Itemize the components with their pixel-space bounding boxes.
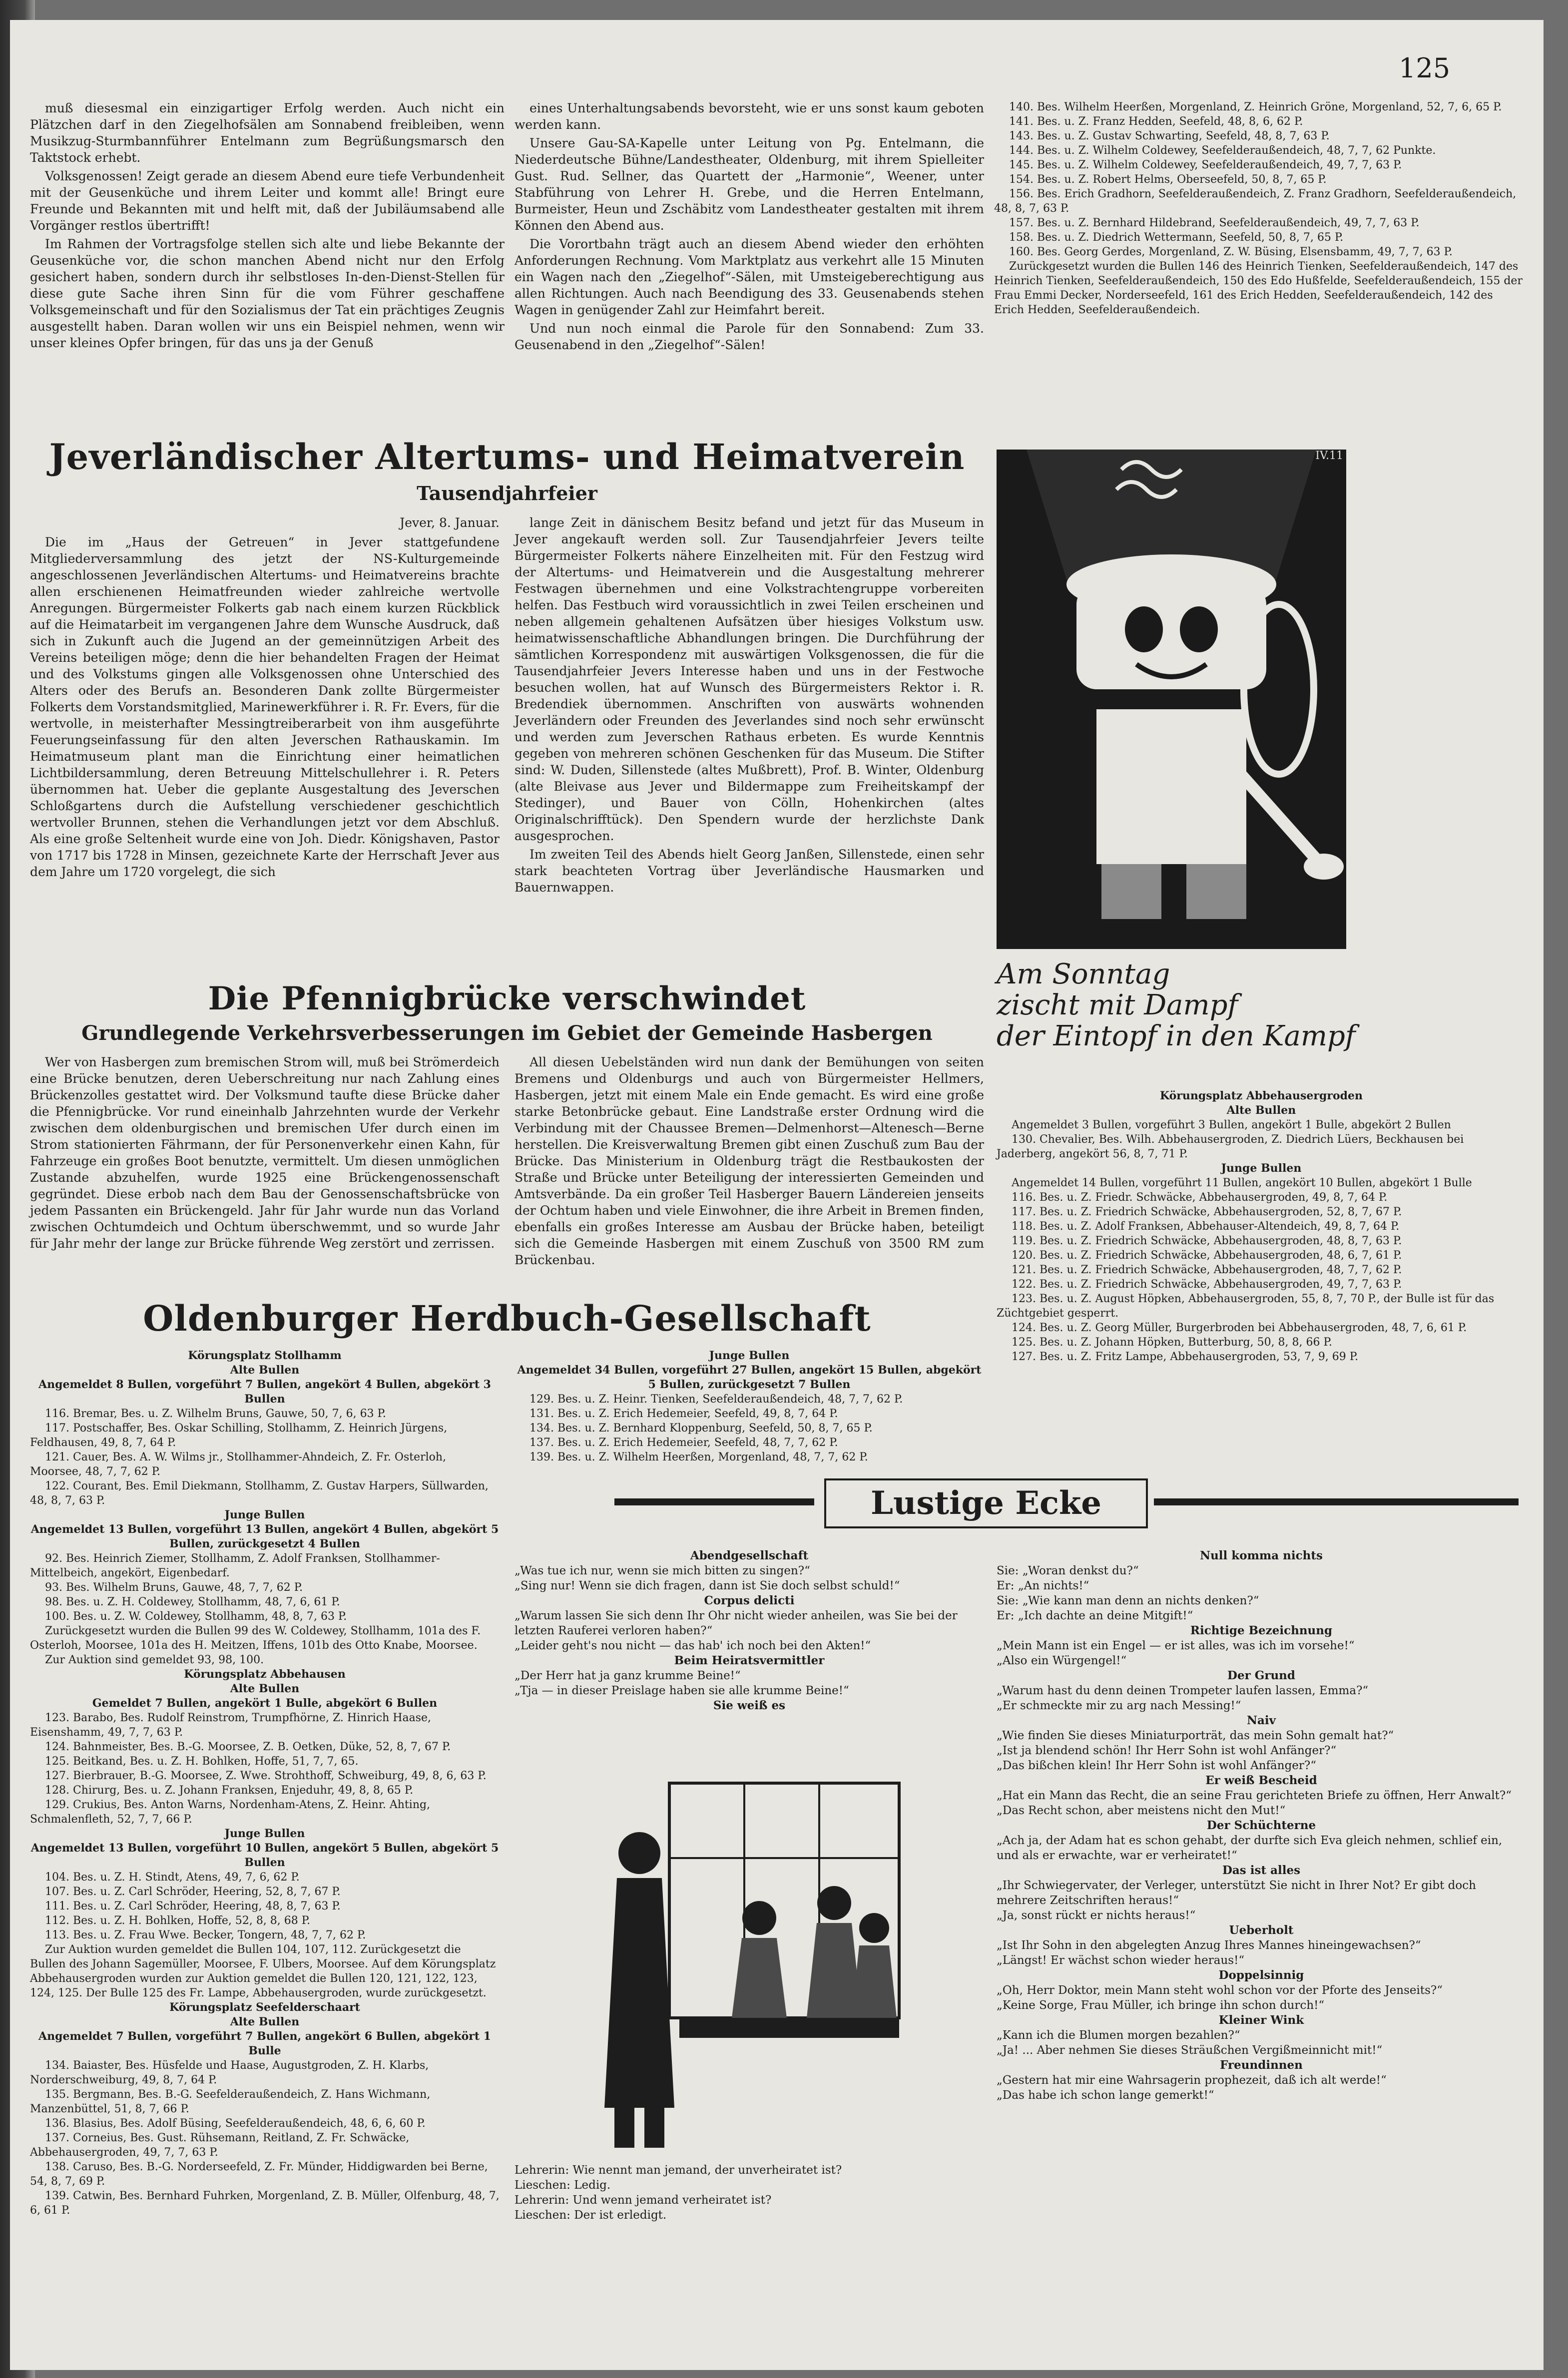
cook-with-pot-drawing	[997, 450, 1346, 949]
joke-line: „Sing nur! Wenn sie dich fragen, dann ist Sie doch selbst schuld!“	[515, 1579, 900, 1592]
joke-line: „Das bißchen klein! Ihr Herr Sohn ist wohl Anfänger?“	[997, 1759, 1317, 1772]
caption-line: Lieschen: Ledig.	[515, 2179, 611, 2192]
bull-entry: 125. Beitkand, Bes. u. Z. H. Bohlken, Hoffe, 51, 7, 7, 65.	[45, 1755, 359, 1768]
joke-line: „Ihr Schwiegervater, der Verleger, unterstützt Sie nicht in Ihrer Not? Er gibt doch mehrere Zeitschriften heraus!“	[997, 1879, 1476, 1907]
jokes-right-column	[997, 1548, 1526, 2103]
joke-title: Freundinnen	[1220, 2058, 1303, 2072]
joke-title: Beim Heiratsvermittler	[674, 1654, 825, 1667]
joke-line: „Das Recht schon, aber meistens nicht den Mut!“	[997, 1804, 1286, 1817]
classroom-illustration	[594, 1778, 904, 2153]
section-heading: Alte Bullen	[230, 1682, 300, 1695]
teacher-pupils-drawing	[594, 1778, 904, 2153]
bull-entry: 131. Bes. u. Z. Erich Hedemeier, Seefeld, 49, 8, 7, 64 P.	[529, 1408, 838, 1420]
bull-entry: 127. Bes. u. Z. Fritz Lampe, Abbehausergroden, 53, 7, 9, 69 P.	[1012, 1351, 1359, 1363]
joke-line: Er: „Ich dachte an deine Mitgift!“	[997, 1609, 1193, 1622]
paragraph: Wer von Hasbergen zum bremischen Strom will, muß bei Strömerdeich eine Brücke benutzen, deren Ueberschreitung nur nach Zahlung eines Brückenzolles gestattet wird. Der Volksmund taufte diese Brücke daher die Pfennigbrücke. Vor rund eineinhalb Jahrzehnten wurde der Verkehr zwischen dem oldenburgischen und bremischen Ufer durch einen im Strom stationierten Fährmann, der für Personenverkehr einen Kahn, für Fahrzeuge ein großes Boot benutzte, vermittelt. Um diesen unmöglichen Zustande abzuhelfen, wurde 1925 eine Brückengenossenschaft gegründet. Diese erbob nach dem Bau der Genossenschaftsbrücke von jedem Passanten ein Brückengeld. Jahr für Jahr wurde nun das Vorland zwischen Ochtumdeich und Ochtum überschwemmt, und so wurde Jahr für Jahr mehr der lange zur Brücke führende Weg zerstört und zerrissen.	[30, 1055, 500, 1251]
bull-entry: 129. Bes. u. Z. Heinr. Tienken, Seefelderaußendeich, 48, 7, 7, 62 P.	[529, 1393, 903, 1406]
joke-line: „Warum hast du denn deinen Trompeter laufen lassen, Emma?“	[997, 1684, 1369, 1697]
headline-herdbuch: Oldenburger Herdbuch-Gesellschaft	[143, 1298, 871, 1339]
cartoon-caption	[997, 959, 1446, 1052]
bull-entry: 158. Bes. u. Z. Diedrich Wettermann, Seefeld, 50, 8, 7, 65 P.	[1009, 231, 1344, 244]
section-heading: Gemeldet 7 Bullen, angekört 1 Bulle, abgekört 6 Bullen	[92, 1697, 438, 1710]
bull-entry: 120. Bes. u. Z. Friedrich Schwäcke, Abbehausergroden, 48, 6, 7, 61 P.	[1012, 1249, 1402, 1262]
section-heading: Angemeldet 8 Bullen, vorgeführt 7 Bullen, angekört 4 Bullen, abgekört 3 Bullen	[38, 1378, 491, 1406]
joke-line: „Gestern hat mir eine Wahrsagerin prophezeit, daß ich alt werde!“	[997, 2074, 1387, 2087]
bull-entry: 121. Cauer, Bes. A. W. Wilms jr., Stollhammer-Ahndeich, Z. Fr. Osterloh, Moorsee, 48, 7, 7, 62 P.	[30, 1451, 447, 1478]
section-heading: Angemeldet 13 Bullen, vorgeführt 13 Bullen, angekört 4 Bullen, abgekört 5 Bullen, zurückgesetzt 4 Bullen	[30, 1523, 499, 1550]
bull-entry: 123. Bes. u. Z. August Höpken, Abbehausergroden, 55, 8, 7, 70 P., der Bulle ist für das Züchtgebiet gesperrt.	[997, 1293, 1495, 1320]
bull-entry: 144. Bes. u. Z. Wilhelm Coldewey, Seefelderaußendeich, 48, 7, 7, 62 Punkte.	[1009, 144, 1436, 157]
paragraph: lange Zeit in dänischem Besitz befand und jetzt für das Museum in Jever angekauft werden soll. Zur Tausendjahrfeier Jevers teilte Bürgermeister Folkerts nähere Einzelheiten mit. Für den Festzug wird der Altertums- und Heimatverein und die Ausgestaltung mehrerer Festwagen übernehmen und eine Volkstrachtengruppe vorbereiten helfen. Das Festbuch wird voraussichtlich in zwei Teilen erscheinen und neben allgemein gehaltenen Aufsätzen über hiesiges Volkstum usw. heimatwissenschaftliche Abhandlungen bringen. Die Durchführung der sämtlichen Korrespondenz mit auswärtigen Volksgenossen, die für die Tausendjahrfeier Jevers Interesse haben und uns in der Festwoche besuchen wollen, hat auf Wunsch des Bürgermeisters Rektor i. R. Bredendiek übernommen. Anschriften von auswärts wohnenden Jeverländern oder Freunden des Jeverlandes sind noch sehr erwünscht und werden zum Jeverschen Rathaus erbeten. Es wurde Kenntnis gegeben von mehreren schönen Geschenken für das Museum. Die Stifter sind: W. Duden, Sillenstede (altes Mußbrett), Prof. B. Winter, Oldenburg (alte Bleivase aus Jever und Bildermappe zum Freiheitskampf der Stedinger), und Bauer von Cölln, Hohenkirchen (altes Originalschrifftück). Den Spendern wurde der herzlichste Dank ausgesprochen.	[515, 515, 984, 843]
paragraph: muß diesesmal ein einzigartiger Erfolg werden. Auch nicht ein Plätzchen darf in den Ziegelhofsälen am Sonnabend freibleiben, wenn Musikzug-Sturmbannführer Entelmann zum Begrüßungsmarsch den Taktstock erhebt.	[30, 101, 505, 165]
joke-line: „Keine Sorge, Frau Müller, ich bringe ihn schon durch!“	[997, 1999, 1325, 2012]
joke-line: „Leider geht's nou nicht — das hab' ich noch bei den Akten!“	[515, 1639, 871, 1652]
caption-line-2: zischt mit Dampf	[997, 989, 1238, 1021]
joke-line: „Hat ein Mann das Recht, die an seine Frau gerichteten Briefe zu öffnen, Herr Anwalt?“	[997, 1789, 1512, 1802]
bull-entry: Zur Auktion wurden gemeldet die Bullen 104, 107, 112. Zurückgesetzt die Bullen des Johann Sagemüller, Moorsee, F. Ulbers, Moorsee. Auf dem Körungsplatz Abbehausergroden wurden zur Auktion gemeldet die Bullen 120, 121, 122, 123, 124, 125. Der Bulle 125 des Fr. Lampe, Abbehausergroden, wurde zurückgesetzt.	[30, 1943, 496, 1999]
koerungsplatz-abbehausergroden	[997, 1089, 1526, 1364]
paragraph: Die Vorortbahn trägt auch an diesem Abend wieder den erhöhten Anforderungen Rechnung. Vom Marktplatz aus verkehrt alle 15 Minuten ein Wagen nach den „Ziegelhof“-Sälen, mit Umsteigeberechtigung aus allen Richtungen. Auch nach Beendigung des 33. Geusenabends stehen Wagen in genügender Zahl zur Heimfahrt bereit.	[515, 237, 984, 317]
cartoon-illustration	[997, 450, 1346, 949]
bull-list-continuation	[994, 100, 1524, 317]
joke-line: „Ach ja, der Adam hat es schon gehabt, der durfte sich Eva gleich nehmen, schlief ein, und als er erwachte, war er verheiratet!“	[997, 1834, 1503, 1862]
bull-entry: 130. Chevalier, Bes. Wilh. Abbehausergroden, Z. Diedrich Lüers, Beckhausen bei Jaderberg, angekört 56, 8, 7, 71 P.	[997, 1133, 1464, 1160]
joke-title: Naiv	[1246, 1714, 1276, 1727]
joke-line: „Längst! Er wächst schon wieder heraus!“	[997, 1954, 1245, 1967]
bull-entry: 112. Bes. u. Z. H. Bohlken, Hoffe, 52, 8, 8, 68 P.	[45, 1914, 311, 1927]
paragraph: All diesen Uebelständen wird nun dank der Bemühungen von seiten Bremens und Oldenburgs und auch von Bürgermeister Hellmers, Hasbergen, jetzt mit einem Male ein Ende gemacht. Es wird eine große starke Betonbrücke gebaut. Eine Landstraße erster Ordnung wird die Verbindung mit der Chaussee Bremen—Delmenhorst—Altenesch—Berne herstellen. Die Kreisverwaltung Bremen gibt einen Zuschuß zum Bau der Brücke. Das Ministerium in Oldenburg trägt die Restbaukosten der Straße und Brücke unter Beteiligung der interessierten Gemeinden und Amtsverbände. Da ein großer Teil Hasberger Bauern Ländereien jenseits der Ochtum haben und viele Einwohner, die ihre Arbeit in Bremen finden, ebenfalls ein großes Interesse am Ausbau der Brücke haben, beteiligt sich die Gemeinde Hasbergen mit einem Zuschuß von 3500 RM zum Brückenbau.	[515, 1055, 984, 1267]
bull-entry: Zurückgesetzt wurden die Bullen 99 des W. Coldewey, Stollhamm, 101a des F. Osterloh, Moorsee, 101a des H. Meitzen, Iffens, 101b des Otto Knabe, Moorsee.	[30, 1625, 481, 1652]
koer-title: Körungsplatz Abbehausergroden	[1159, 1089, 1363, 1102]
subheadline-pfennigbruecke: Grundlegende Verkehrsverbesserungen im Gebiet der Gemeinde Hasbergen	[81, 1021, 933, 1045]
subheadline-jever: Tausendjahrfeier	[417, 482, 597, 504]
paragraph: Die im „Haus der Getreuen“ in Jever stattgefundene Mitgliederversammlung des jetzt der NS-Kulturgemeinde angeschlossenen Jeverländischen Altertums- und Heimatvereins brachte allen erschienenen Heimatfreunden wieder zahlreiche wertvolle Anregungen. Bürgermeister Folkerts gab nach einem kurzen Rückblick auf die Heimatarbeit im vergangenen Jahre dem Wunsche Ausdruck, daß sich in Zukunft auch die Jugend an der gemeinnützigen Arbeit des Vereins beteiligen möge; denn die hier behandelten Fragen der Heimat und des Volkstums gingen alle Volksgenossen ohne Unterschied des Alters oder des Berufs an. Besonderen Dank zollte Bürgermeister Folkerts dem Vorstandsmitglied, Marinewerkführer i. R. Fr. Evers, für die wertvolle, in meisterhafter Messingtreiberarbeit von ihm ausgeführte Feuerungseinfassung für den alten Jeverschen Rathauskamin. Im Heimatmuseum plant man die Einrichtung einer heimatlichen Lichtbildersammlung, deren Betreuung Mittelschullehrer i. R. Peters übernommen hat. Ueber die geplante Ausgestaltung des Jeverschen Schloßgartens durch die Aufstellung verschiedener geschichtlich wertvoller Brunnen, stehen die Verhandlungen jetzt vor dem Abschluß. Als eine große Seltenheit wurde eine von Joh. Diedr. Königshaven, Pastor von 1717 bis 1728 in Minsen, gezeichnete Karte der Herrschaft Jever aus dem Jahre um 1720 vorgelegt, die sich	[30, 535, 500, 879]
bull-entry: 145. Bes. u. Z. Wilhelm Coldewey, Seefelderaußendeich, 49, 7, 7, 63 P.	[1009, 159, 1402, 171]
bull-entry: 122. Courant, Bes. Emil Diekmann, Stollhamm, Z. Gustav Harpers, Süllwarden, 48, 8, 7, 63 P.	[30, 1480, 489, 1507]
page-number: 125	[1399, 52, 1451, 84]
article-continuation-col2	[515, 100, 984, 355]
joke-line: „Was tue ich nur, wenn sie mich bitten zu singen?“	[515, 1564, 810, 1577]
section-heading: Junge Bullen	[224, 1827, 305, 1840]
paragraph: eines Unterhaltungsabends bevorsteht, wie er uns sonst kaum geboten werden kann.	[515, 101, 984, 132]
bull-entry: 134. Bes. u. Z. Bernhard Kloppenburg, Seefeld, 50, 8, 7, 65 P.	[529, 1422, 873, 1434]
figure-caption	[515, 2163, 984, 2223]
section-heading: Körungsplatz Seefelderschaart	[169, 2001, 360, 2014]
bull-entry: 113. Bes. u. Z. Frau Wwe. Becker, Tongern, 48, 7, 7, 62 P.	[45, 1929, 366, 1941]
bull-entry: 111. Bes. u. Z. Carl Schröder, Heering, 48, 8, 7, 63 P.	[45, 1900, 341, 1912]
bull-entry: 92. Bes. Heinrich Ziemer, Stollhamm, Z. Adolf Franksen, Stollhammer-Mittelbeich, angekört, Eigenbedarf.	[30, 1552, 440, 1579]
joke-title: Corpus delicti	[704, 1594, 795, 1607]
joke-line: Er: „An nichts!“	[997, 1579, 1089, 1592]
paragraph: Im Rahmen der Vortragsfolge stellen sich alte und liebe Bekannte der Geusenküche vor, die schon manchen Abend nicht nur den Erfolg gesichert haben, sondern durch ihr selbstloses In-den-Dienst-Stellen für diese gute Sache ihren Sinn für die vom Führer geschaffene Volksgemeinschaft und für den Sozialismus der Tat ein prächtiges Zeugnis ausgestellt haben. Daran wollen wir uns ein Beispiel nehmen, wenn wir unser kleines Opfer bringen, für das uns ja der Genuß	[30, 237, 505, 350]
bull-entry: 107. Bes. u. Z. Carl Schröder, Heering, 52, 8, 7, 67 P.	[45, 1886, 341, 1898]
joke-line: „Warum lassen Sie sich denn Ihr Ohr nicht wieder anheilen, was Sie bei der letzten Rauferei verloren haben?“	[515, 1609, 958, 1637]
koer-summary1: Angemeldet 3 Bullen, vorgeführt 3 Bullen, angekört 1 Bulle, abgekört 2 Bullen	[1012, 1119, 1451, 1131]
caption-line: Lieschen: Der ist erledigt.	[515, 2209, 667, 2222]
bull-entry: 104. Bes. u. Z. H. Stindt, Atens, 49, 7, 6, 62 P.	[45, 1871, 300, 1884]
bull-entry: 134. Baiaster, Bes. Hüsfelde und Haase, Augustgroden, Z. H. Klarbs, Norderschweiburg, 49, 8, 7, 64 P.	[30, 2059, 429, 2086]
bull-entry: 154. Bes. u. Z. Robert Helms, Oberseefeld, 50, 8, 7, 65 P.	[1009, 173, 1327, 186]
joke-title: Doppelsinnig	[1218, 1968, 1304, 1982]
jokes-left-column	[515, 1548, 984, 1713]
section-heading: Junge Bullen	[224, 1508, 305, 1521]
section-heading: Junge Bullen	[709, 1349, 790, 1362]
paragraph: Volksgenossen! Zeigt gerade an diesem Abend eure tiefe Verbundenheit mit der Geusenküche und ihrem Leiter und kommt alle! Bringt eure Freunde und Bekannten mit und helft mit, daß der Jubiläumsabend alle Vorgänger restlos übertrifft!	[30, 169, 505, 233]
joke-title: Abendgesellschaft	[690, 1549, 809, 1562]
section-heading: Körungsplatz Abbehausen	[184, 1668, 346, 1681]
bull-entry: 117. Postschaffer, Bes. Oskar Schilling, Stollhamm, Z. Heinrich Jürgens, Feldhausen, 49, 8, 7, 64 P.	[30, 1422, 448, 1449]
joke-line: „Ja! ... Aber nehmen Sie dieses Sträußchen Vergißmeinnicht mit!“	[997, 2044, 1383, 2057]
section-heading: Alte Bullen	[230, 1364, 300, 1377]
paragraph: Unsere Gau-SA-Kapelle unter Leitung von Pg. Entelmann, die Niederdeutsche Bühne/Landestheater, Oldenburg, mit ihrem Spielleiter Gust. Rud. Sellner, das Quartett der „Harmonie“, Weener, unter Stabführung von Lehrer H. Grebe, und die Herren Entelmann, Burmeister, Heun und Zschäbitz vom Landestheater gestalten mit ihrem Können den Abend aus.	[515, 136, 984, 233]
joke-line: „Oh, Herr Doktor, mein Mann steht wohl schon vor der Pforte des Jenseits?“	[997, 1984, 1443, 1997]
pfennig-col2	[515, 1054, 984, 1270]
bull-entry: 139. Bes. u. Z. Wilhelm Heerßen, Morgenland, 48, 7, 7, 62 P.	[529, 1451, 868, 1463]
joke-title: Der Grund	[1227, 1669, 1295, 1682]
bull-entry: 127. Bierbrauer, B.-G. Moorsee, Z. Wwe. Strohthoff, Schweiburg, 49, 8, 6, 63 P.	[45, 1770, 487, 1782]
bull-entry: Zur Auktion sind gemeldet 93, 98, 100.	[45, 1654, 264, 1666]
joke-line: „Ist Ihr Sohn in den abgelegten Anzug Ihres Mannes hineingewachsen?“	[997, 1939, 1421, 1952]
joke-line: „Also ein Würgengel!“	[997, 1654, 1127, 1667]
caption-line-1: Am Sonntag	[997, 958, 1170, 990]
bull-entry: 124. Bahnmeister, Bes. B.-G. Moorsee, Z. B. Oetken, Düke, 52, 8, 7, 67 P.	[45, 1741, 451, 1753]
bull-entry: 156. Bes. Erich Gradhorn, Seefelderaußendeich, Z. Franz Gradhorn, Seefelderaußendeich, 48, 8, 7, 63 P.	[994, 188, 1517, 215]
joke-title: Sie weiß es	[713, 1699, 786, 1712]
joke-line: Sie: „Woran denkst du?“	[997, 1564, 1139, 1577]
bull-entry: 157. Bes. u. Z. Bernhard Hildebrand, Seefelderaußendeich, 49, 7, 7, 63 P.	[1009, 217, 1420, 229]
bull-entry: 160. Bes. Georg Gerdes, Morgenland, Z. W. Büsing, Elsensbamm, 49, 7, 7, 63 P.	[1009, 246, 1453, 258]
bull-entry: 139. Catwin, Bes. Bernhard Fuhrken, Morgenland, Z. B. Müller, Olfenburg, 48, 7, 6, 61 P.	[30, 2190, 500, 2217]
joke-line: „Tja — in dieser Preislage haben sie alle krumme Beine!“	[515, 1684, 849, 1697]
bull-entry: 129. Crukius, Bes. Anton Warns, Nordenham-Atens, Z. Heinr. Ahting, Schmalenfleth, 52, 7, 7, 66 P.	[30, 1799, 431, 1826]
newspaper-page	[10, 20, 1544, 2370]
paragraph: Im zweiten Teil des Abends hielt Georg Janßen, Sillenstede, einen sehr stark beachteten Vortrag über Jeverländische Hausmarken und Bauernwappen.	[515, 847, 984, 895]
bull-entry: 137. Bes. u. Z. Erich Hedemeier, Seefeld, 48, 7, 7, 62 P.	[529, 1436, 838, 1449]
bull-entry: 93. Bes. Wilhelm Bruns, Gauwe, 48, 7, 7, 62 P.	[45, 1581, 303, 1594]
caption-line: Lehrerin: Und wenn jemand verheiratet ist?	[515, 2194, 772, 2207]
section-heading: Angemeldet 13 Bullen, vorgeführt 10 Bullen, angekört 5 Bullen, abgekört 5 Bullen	[30, 1842, 499, 1869]
paragraph: Und nun noch einmal die Parole für den Sonnabend: Zum 33. Geusenabend in den „Ziegelhof“-Sälen!	[515, 321, 984, 352]
decor-bar-right	[1154, 1498, 1519, 1505]
joke-line: „Mein Mann ist ein Engel — er ist alles, was ich im vorsehe!“	[997, 1639, 1355, 1652]
headline-lustige-ecke: Lustige Ecke	[824, 1478, 1148, 1528]
bull-entry: 100. Bes. u. Z. W. Coldewey, Stollhamm, 48, 8, 7, 63 P.	[45, 1610, 347, 1623]
jever-col1	[30, 514, 500, 882]
bull-entry: 116. Bremar, Bes. u. Z. Wilhelm Bruns, Gauwe, 50, 7, 6, 63 P.	[45, 1408, 386, 1420]
bull-entry: 124. Bes. u. Z. Georg Müller, Burgerbroden bei Abbehausergroden, 48, 7, 6, 61 P.	[1012, 1322, 1467, 1334]
koer-alte: Alte Bullen	[1226, 1104, 1296, 1117]
bull-entry: 121. Bes. u. Z. Friedrich Schwäcke, Abbehausergroden, 48, 7, 7, 62 P.	[1012, 1264, 1402, 1276]
pfennig-col1	[30, 1054, 500, 1254]
artist-signature: IV.11	[1315, 450, 1343, 462]
joke-title: Das ist alles	[1222, 1864, 1301, 1877]
joke-title: Er weiß Bescheid	[1205, 1774, 1317, 1787]
herdbuch-col2	[515, 1349, 984, 1464]
dateline: Jever, 8. Januar.	[400, 515, 500, 530]
jever-col2	[515, 514, 984, 898]
bull-entry: 117. Bes. u. Z. Friedrich Schwäcke, Abbehausergroden, 52, 8, 7, 67 P.	[1012, 1206, 1402, 1218]
joke-line: „Kann ich die Blumen morgen bezahlen?“	[997, 2029, 1240, 2042]
joke-line: „Ist ja blendend schön! Ihr Herr Sohn ist wohl Anfänger?“	[997, 1744, 1337, 1757]
bull-entry: 119. Bes. u. Z. Friedrich Schwäcke, Abbehausergroden, 48, 8, 7, 63 P.	[1012, 1235, 1402, 1247]
joke-title: Richtige Bezeichnung	[1190, 1624, 1333, 1637]
section-heading: Körungsplatz Stollhamm	[188, 1349, 342, 1362]
decor-bar-left	[614, 1498, 814, 1505]
article-continuation-col1	[30, 100, 505, 353]
bull-entry: 98. Bes. u. Z. H. Coldewey, Stollhamm, 48, 7, 6, 61 P.	[45, 1596, 340, 1608]
caption-line-3: der Eintopf in den Kampf	[997, 1020, 1356, 1052]
bull-entry: 143. Bes. u. Z. Gustav Schwarting, Seefeld, 48, 8, 7, 63 P.	[1009, 130, 1330, 142]
bull-entry: 116. Bes. u. Z. Friedr. Schwäcke, Abbehausergroden, 49, 8, 7, 64 P.	[1012, 1191, 1388, 1204]
bull-entry: 123. Barabo, Bes. Rudolf Reinstrom, Trumpfhörne, Z. Hinrich Haase, Eisenshamm, 49, 7, 7, 63 P.	[30, 1712, 432, 1739]
bull-entry: 128. Chirurg, Bes. u. Z. Johann Franksen, Enjeduhr, 49, 8, 8, 65 P.	[45, 1784, 414, 1797]
joke-title: Kleiner Wink	[1218, 2013, 1304, 2027]
bull-entry: 140. Bes. Wilhelm Heerßen, Morgenland, Z. Heinrich Gröne, Morgenland, 52, 7, 6, 65 P.	[1009, 101, 1502, 113]
joke-line: „Das habe ich schon lange gemerkt!“	[997, 2089, 1214, 2102]
bull-entry: 141. Bes. u. Z. Franz Hedden, Seefeld, 48, 8, 6, 62 P.	[1009, 115, 1303, 128]
joke-title: Ueberholt	[1229, 1923, 1294, 1937]
herdbuch-col1	[30, 1349, 500, 2218]
joke-line: „Er schmeckte mir zu arg nach Messing!“	[997, 1699, 1241, 1712]
joke-line: „Wie finden Sie dieses Miniaturporträt, das mein Sohn gemalt hat?“	[997, 1729, 1394, 1742]
koer-summary2: Angemeldet 14 Bullen, vorgeführt 11 Bullen, angekört 10 Bullen, abgekört 1 Bulle	[1012, 1177, 1472, 1189]
section-heading: Alte Bullen	[230, 2015, 300, 2028]
bull-entry: Zurückgesetzt wurden die Bullen 146 des Heinrich Tienken, Seefelderaußendeich, 147 des Heinrich Tienken, Seefelderaußendeich, 150 des Edo Hußfelde, Seefelderaußendeich, 155 der Frau Emmi Decker, Norderseefeld, 161 des Erich Hedden, Seefelderaußendeich, 142 des Erich Hedden, Seefelderaußendeich.	[994, 260, 1523, 316]
headline-pfennigbruecke: Die Pfennigbrücke verschwindet	[208, 980, 806, 1017]
bull-entry: 118. Bes. u. Z. Adolf Franksen, Abbehauser-Altendeich, 49, 8, 7, 64 P.	[1012, 1220, 1400, 1233]
joke-line: Sie: „Wie kann man denn an nichts denken?“	[997, 1594, 1259, 1607]
joke-line: „Ja, sonst rückt er nichts heraus!“	[997, 1909, 1196, 1922]
bull-entry: 122. Bes. u. Z. Friedrich Schwäcke, Abbehausergroden, 49, 7, 7, 63 P.	[1012, 1278, 1402, 1291]
koer-junge: Junge Bullen	[1221, 1162, 1302, 1175]
bull-entry: 136. Blasius, Bes. Adolf Büsing, Seefelderaußendeich, 48, 6, 6, 60 P.	[45, 2117, 426, 2130]
joke-line: „Der Herr hat ja ganz krumme Beine!“	[515, 1669, 741, 1682]
bull-entry: 135. Bergmann, Bes. B.-G. Seefelderaußendeich, Z. Hans Wichmann, Manzenbüttel, 51, 8, 7, 66 P.	[30, 2088, 431, 2115]
bull-entry: 137. Corneius, Bes. Gust. Rühsemann, Reitland, Z. Fr. Schwäcke, Abbehausergroden, 49, 7, 7, 63 P.	[30, 2132, 410, 2159]
bull-entry: 125. Bes. u. Z. Johann Höpken, Butterburg, 50, 8, 8, 66 P.	[1012, 1336, 1332, 1349]
section-heading: Angemeldet 34 Bullen, vorgeführt 27 Bullen, angekört 15 Bullen, abgekört 5 Bullen, zurückgesetzt 7 Bullen	[517, 1364, 982, 1391]
section-heading: Angemeldet 7 Bullen, vorgeführt 7 Bullen, angekört 6 Bullen, abgekört 1 Bulle	[38, 2030, 491, 2057]
joke-title: Null komma nichts	[1200, 1549, 1323, 1562]
headline-jever: Jeverländischer Altertums- und Heimatverein	[49, 436, 965, 477]
caption-line: Lehrerin: Wie nennt man jemand, der unverheiratet ist?	[515, 2164, 842, 2177]
joke-title: Der Schüchterne	[1206, 1819, 1316, 1832]
bull-entry: 138. Caruso, Bes. B.-G. Norderseefeld, Z. Fr. Münder, Hiddigwarden bei Berne, 54, 8, 7, 69 P.	[30, 2161, 488, 2188]
